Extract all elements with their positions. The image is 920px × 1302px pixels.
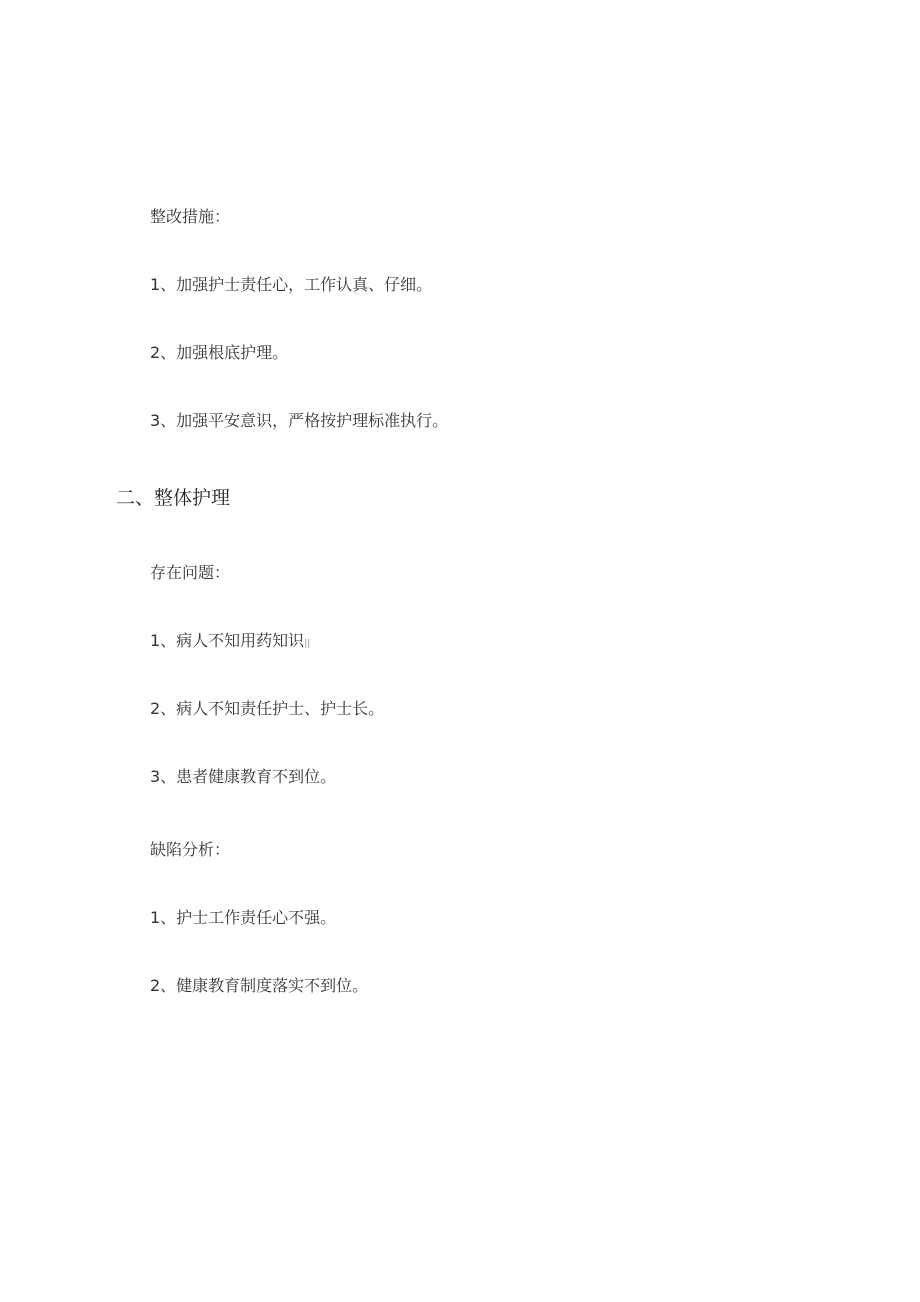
problem-item-1-text: 1、病人不知用药知识 <box>150 631 305 650</box>
problems-label: 存在问题： <box>150 563 231 582</box>
problem-item-2: 2、病人不知责任护士、护士长。 <box>150 699 385 718</box>
analysis-item-1: 1、护士工作责任心不强。 <box>150 908 337 927</box>
measure-item-2: 2、加强根底护理。 <box>150 343 289 362</box>
measures-label: 整改措施： <box>150 207 231 226</box>
measure-item-3: 3、加强平安意识，严格按护理标准执行。 <box>150 411 449 430</box>
problem-item-1-mark: || <box>304 639 311 649</box>
analysis-item-2: 2、健康教育制度落实不到位。 <box>150 976 369 995</box>
problem-item-3: 3、患者健康教育不到位。 <box>150 767 337 786</box>
measure-item-1: 1、加强护士责任心，工作认真、仔细。 <box>150 275 433 294</box>
analysis-label: 缺陷分析： <box>150 840 231 859</box>
problem-item-1 <box>150 630 310 655</box>
section-heading-holistic-nursing: 二、整体护理 <box>116 487 231 509</box>
